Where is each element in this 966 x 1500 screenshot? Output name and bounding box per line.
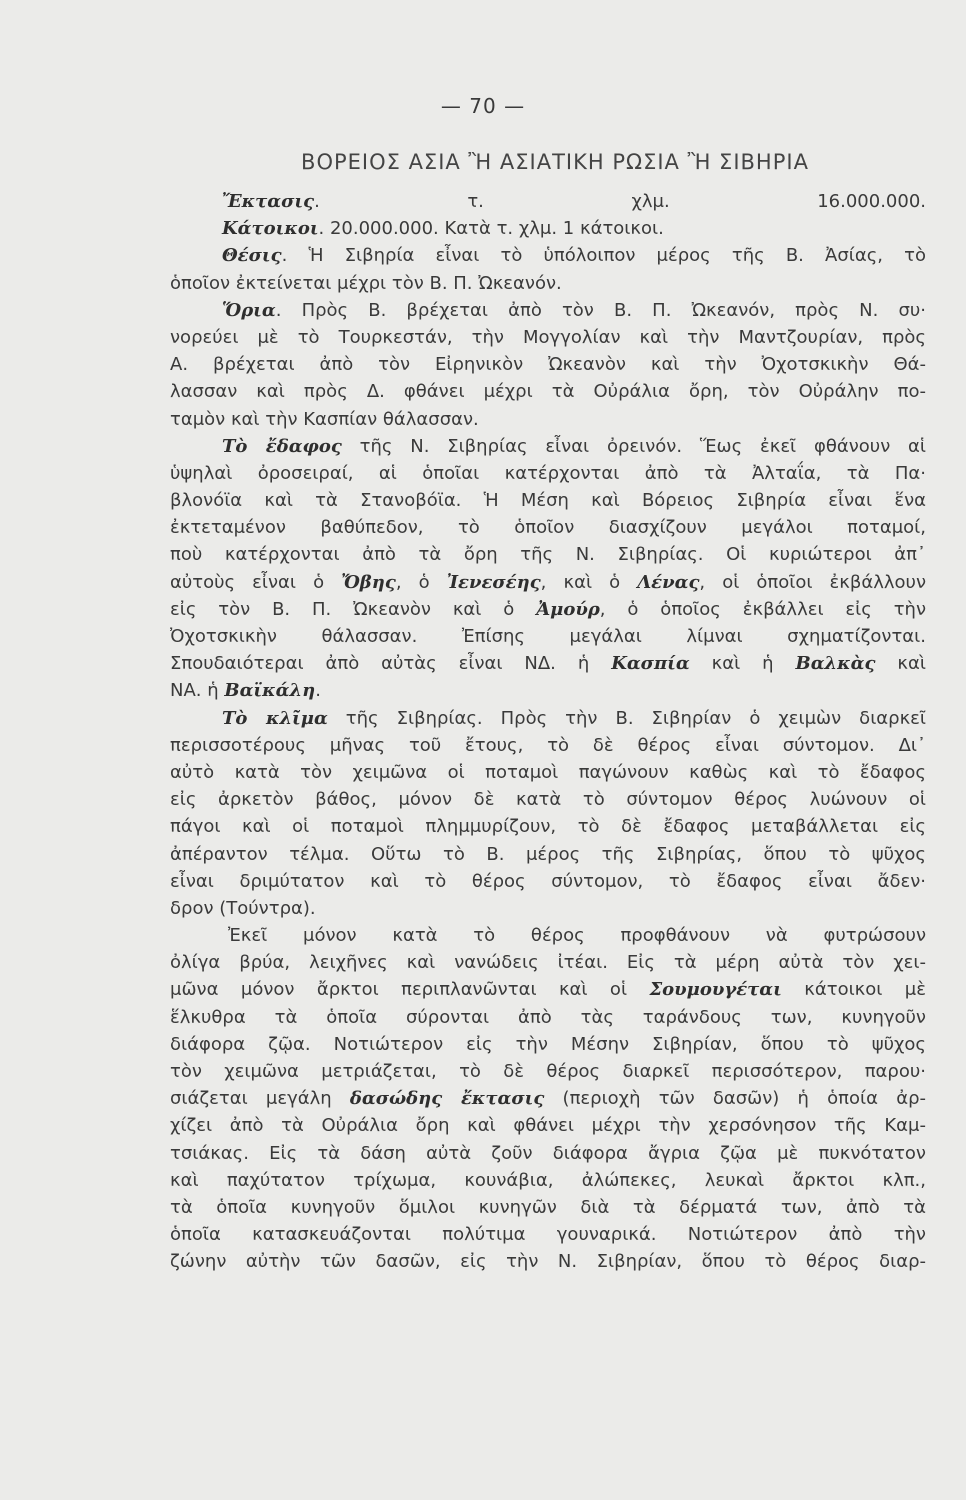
text-line [170, 188, 926, 215]
text-line [170, 1140, 926, 1167]
line-text: . Πρὸς Β. βρέχεται ἀπὸ τὸν Β. Π. Ὠκεανόν, πρὸς Ν. συ· [275, 299, 926, 321]
line-text: τὰ ὁποῖα κυνηγοῦν ὅμιλοι κυνηγῶν διὰ τὰ δέρματά των, ἀπὸ τὰ [170, 1196, 926, 1218]
line-text: Ἐκεῖ μόνον κατὰ τὸ θέρος προφθάνουν νὰ φυτρώσουν [228, 925, 926, 947]
line-text: λασσαν καὶ πρὸς Δ. φθάνει μέχρι τὰ Οὐράλια ὄρη, τὸν Οὐράλην πο- [170, 381, 926, 403]
line-text: διάφορα ζῷα. Νοτιώτερον εἰς τὴν Μέσην Σιβηρίαν, ὅπου τὸ ψῦχος [170, 1033, 926, 1055]
line-text: ΝΑ. ἡ [170, 680, 225, 702]
line-text: (περιοχὴ τῶν δασῶν) ἡ ὁποία ἀρ- [544, 1088, 926, 1110]
line-text: χίζει ἀπὸ τὰ Οὐράλια ὄρη καὶ φθάνει μέχρι τὴν χερσόνησον τῆς Καμ- [170, 1115, 926, 1137]
text-line [170, 460, 926, 487]
text-line [170, 1058, 926, 1085]
line-text: ποὺ κατέρχονται ἀπὸ τὰ ὄρη τῆς Ν. Σιβηρίας. Οἱ κυριώτεροι ἀπ᾽ [170, 544, 926, 566]
text-line [170, 514, 926, 541]
text-line [170, 351, 926, 378]
text-line [170, 732, 926, 759]
line-text: καὶ παχύτατον τρίχωμα, κουνάβια, ἀλώπεκες, λευκαὶ ἄρκτοι κλπ., [170, 1169, 926, 1191]
emphasized-term: Σουμουγέται [649, 979, 782, 1001]
line-text: ζώνην αὐτὴν τῶν δασῶν, εἰς τὴν Ν. Σιβηρίαν, ὅπου τὸ θέρος διαρ- [170, 1251, 926, 1273]
line-text: . τ. χλμ. 16.000.000. [314, 191, 926, 212]
emphasized-term: Ὅρια [222, 299, 276, 321]
line-text: μῶνα μόνον ἄρκτοι περιπλανῶνται καὶ οἱ [170, 979, 650, 1001]
text-line [170, 378, 926, 405]
emphasized-term: Θέσις [222, 245, 282, 267]
line-text: εἰς τὸν Β. Π. Ὠκεανὸν καὶ ὁ [170, 598, 537, 620]
line-text: κάτοικοι μὲ [781, 979, 926, 1001]
section-heading: ΒΟΡΕΙΟΣ ΑΣΙΑ Ἢ ΑΣΙΑΤΙΚΗ ΡΩΣΙΑ Ἢ ΣΙΒΗΡΙΑ [301, 150, 809, 174]
text-line [170, 922, 926, 949]
text-line [170, 759, 926, 786]
line-text: ὑψηλαὶ ὀροσειραί, αἱ ὁποῖαι κατέρχονται ἀπὸ τὰ Ἀλταΐα, τὰ Πα· [170, 462, 926, 484]
text-line [170, 324, 926, 351]
line-text: βλονόϊα καὶ τὰ Στανοβόϊα. Ἡ Μέση καὶ Βόρειος Σιβηρία εἶναι ἕνα [170, 490, 926, 512]
line-text: ἕλκυθρα τὰ ὁποῖα σύρονται ἀπὸ τὰς ταράνδους των, κυνηγοῦν [170, 1006, 926, 1028]
text-line [170, 541, 926, 568]
line-text: ἀπέραντον τέλμα. Οὕτω τὸ Β. μέρος τῆς Σιβηρίας, ὅπου τὸ ψῦχος [170, 843, 926, 865]
line-text: , οἱ ὁποῖοι ἐκβάλλουν [699, 571, 926, 593]
line-text: καὶ [875, 653, 926, 675]
line-text: , ὁ ὁποῖος ἐκβάλλει εἰς τὴν [599, 598, 926, 620]
line-text: εἶναι δριμύτατον καὶ τὸ θέρος σύντομον, τὸ ἔδαφος εἶναι ἄδεν· [170, 870, 926, 892]
line-text: ἐκτεταμένον βαθύπεδον, τὸ ὁποῖον διασχίζουν μεγάλοι ποταμοί, [170, 517, 926, 539]
line-text: σιάζεται μεγάλη [170, 1088, 350, 1110]
text-line [170, 976, 926, 1003]
line-text: περισσοτέρους μῆνας τοῦ ἔτους, τὸ δὲ θέρος εἶναι σύντομον. Δι᾽ [170, 734, 926, 756]
text-line [170, 623, 926, 650]
text-line [170, 270, 926, 297]
line-text: αὐτοὺς εἶναι ὁ [170, 571, 342, 593]
line-text: ὁποῖα κατασκευάζονται πολύτιμα γουναρικά. Νοτιώτερον ἀπὸ τὴν [170, 1224, 926, 1246]
line-text: εἰς ἀρκετὸν βάθος, μόνον δὲ κατὰ τὸ σύντομον θέρος λυώνουν οἱ [170, 789, 926, 811]
text-line [170, 1194, 926, 1221]
emphasized-term: Βαλκὰς [795, 653, 876, 675]
text-line [170, 1085, 926, 1112]
line-text: . 20.000.000. Κατὰ τ. χλμ. 1 κάτοικοι. [318, 218, 664, 240]
text-line [170, 433, 926, 460]
emphasized-term: Κασπία [611, 653, 690, 675]
body-text [170, 188, 926, 1276]
emphasized-term: Τὸ κλῖμα [222, 707, 328, 729]
text-line [170, 868, 926, 895]
text-line [170, 949, 926, 976]
text-line [170, 596, 926, 623]
text-line [170, 1004, 926, 1031]
line-text: ὁποῖον ἐκτείνεται μέχρι τὸν Β. Π. Ὠκεανόν. [170, 272, 562, 294]
line-text: ὀλίγα βρύα, λειχῆνες καὶ νανώδεις ἰτέαι. Εἰς τὰ μέρη αὐτὰ τὸν χει- [170, 952, 926, 974]
emphasized-term: Τὸ ἔδαφος [222, 435, 342, 457]
line-text: αὐτὸ κατὰ τὸν χειμῶνα οἱ ποταμοὶ παγώνουν καθὼς καὶ τὸ ἔδαφος [170, 761, 926, 783]
line-text: τὸν χειμῶνα μετριάζεται, τὸ δὲ θέρος διαρκεῖ περισσότερον, παρου· [170, 1061, 926, 1082]
line-text: τῆς Σιβηρίας. Πρὸς τὴν Β. Σιβηρίαν ὁ χειμὼν διαρκεῖ [327, 707, 926, 729]
line-text: Α. βρέχεται ἀπὸ τὸν Εἰρηνικὸν Ὠκεανὸν καὶ τὴν Ὀχοτσκικὴν Θά- [170, 354, 926, 376]
line-text: τσιάκας. Εἰς τὰ δάση αὐτὰ ζοῦν διάφορα ἄγρια ζῷα μὲ πυκνότατον [170, 1142, 926, 1164]
line-text: , ὁ [395, 571, 447, 593]
text-line [170, 705, 926, 732]
emphasized-term: Ἔκτασις [222, 191, 315, 212]
text-line [170, 1031, 926, 1058]
text-line [170, 1221, 926, 1248]
page-number: — 70 — [440, 94, 526, 118]
text-line [170, 297, 926, 324]
emphasized-term: δασώδης ἔκτασις [349, 1088, 545, 1110]
text-line [170, 569, 926, 596]
text-line [170, 786, 926, 813]
text-line [170, 1167, 926, 1194]
line-text: ταμὸν καὶ τὴν Κασπίαν θάλασσαν. [170, 408, 479, 430]
text-line [170, 895, 926, 922]
line-text: , καὶ ὁ [540, 571, 638, 593]
line-text: δρον (Τούντρα). [170, 897, 316, 919]
text-line [170, 677, 926, 704]
text-line [170, 650, 926, 677]
emphasized-term: Λένας [637, 571, 700, 593]
text-line [170, 813, 926, 840]
line-text: καὶ ἡ [689, 653, 796, 675]
text-line [170, 487, 926, 514]
line-text: νορεύει μὲ τὸ Τουρκεστάν, τὴν Μογγολίαν καὶ τὴν Μαντζουρίαν, πρὸς [170, 326, 926, 348]
emphasized-term: Βαϊκάλη [224, 680, 316, 702]
line-text: Σπουδαιότεραι ἀπὸ αὐτὰς εἶναι ΝΔ. ἡ [170, 653, 612, 675]
emphasized-term: Κάτοικοι [222, 218, 319, 240]
emphasized-term: Ὄβης [341, 571, 396, 593]
text-line [170, 215, 926, 242]
text-line [170, 406, 926, 433]
emphasized-term: Ἰενεσέης [446, 571, 541, 593]
line-text: τῆς Ν. Σιβηρίας εἶναι ὀρεινόν. Ἕως ἐκεῖ φθάνουν αἱ [341, 435, 926, 457]
emphasized-term: Ἀμούρ [536, 598, 600, 620]
text-line [170, 841, 926, 868]
text-line [170, 242, 926, 269]
line-text: πάγοι καὶ οἱ ποταμοὶ πλημμυρίζουν, τὸ δὲ ἔδαφος μεταβάλλεται εἰς [170, 816, 926, 838]
text-line [170, 1248, 926, 1275]
line-text: . [315, 680, 321, 702]
text-line [170, 1112, 926, 1139]
line-text: Ὀχοτσκικὴν θάλασσαν. Ἐπίσης μεγάλαι λίμναι σχηματίζονται. [170, 626, 926, 647]
line-text: . Ἡ Σιβηρία εἶναι τὸ ὑπόλοιπον μέρος τῆς Β. Ἀσίας, τὸ [281, 245, 926, 267]
